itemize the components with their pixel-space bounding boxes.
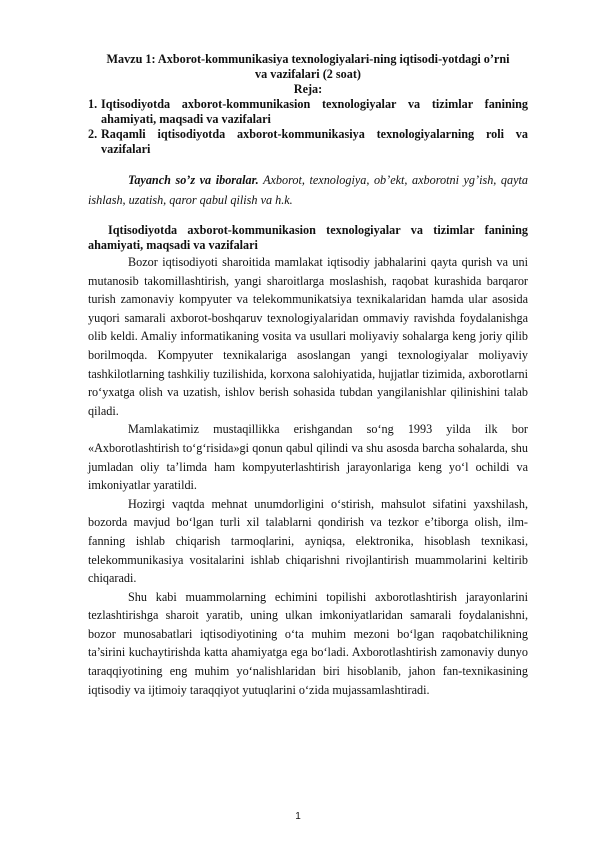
plan-item	[88, 97, 528, 127]
plan-list	[88, 97, 528, 157]
plan-item-text: Raqamli iqtisodiyotda axborot-kommunikasiya texnologiyalarning roli va vazifalari	[101, 127, 528, 156]
plan-item-number: 2.	[88, 127, 98, 141]
page-number: 1	[295, 811, 301, 822]
keywords-text: Axborot, texnologiya, ob’ekt, axborotni yg’ish, qayta ishlash, uzatish, qaror qabul qilish va h.k.	[88, 173, 528, 207]
plan-item-number: 1.	[88, 97, 98, 111]
body-paragraph: Mamlakatimiz mustaqillikka erishgandan so‘ng 1993 yilda ilk bor «Axborotlashtirish to‘g‘risida»gi qonun qabul qilindi va shu asosda barcha sohalarda, shu jumladan oliy ta’limda ham kompyuterlashtirish jarayonlariga keng yo‘l ochildi va imkoniyatlar yaratildi.	[88, 422, 528, 493]
body-paragraph: Bozor iqtisodiyoti sharoitida mamlakat iqtisodiy jabhalarini qayta qurish va uni mutanosib takomillashtirish, yangi sharoitlarga moslashish, raqobat kurashida barqaror turish zamonaviy kompyuter va telekommunikatsiya texnikalaridan hamda ular asosida yuqori samarali axborot-boshqaruv texnologiyalaridan ommaviy ravishda foydalanishga olib keldi. Amaliy informatikaning vosita va usullari moliyaviy sohalarga keng joriy qilib borilmoqda. Kompyuter texnikalariga asoslangan yangi texnologiyalar moliyaviy tashkilotlarning tashkiliy tuzilishida, korxona salohiyatida, hujjatlar tizimida, axborotlarni ro‘yxatga olish va uzatish, ishlov berish sohasida tubdan yangilanishlar qilinishini talab qiladi.	[88, 255, 528, 418]
plan-item	[88, 127, 528, 157]
keywords-paragraph	[88, 171, 528, 210]
body-paragraph: Hozirgi vaqtda mehnat unumdorligini o‘stirish, mahsulot sifatini yaxshilash, bozorda mavjud bo‘lgan turli xil talablarni qondirish va tezkor e’tiborga olish, ilm-fanning ishlab chiqarish tarmoqlarini, ayniqsa, elektronika, hisoblash texnikasi, telekommunikasiya vositalarini ishlab chiqarishni rivojlantirish muammolarini keltirib chiqaradi.	[88, 496, 528, 586]
body-paragraph: Shu kabi muammolarning echimini topilishi axborotlashtirish jarayonlarini tezlashtirishga sharoit yaratib, uning ulkan imkoniyatlaridan samarali foydalanishni, bozor munosabatlari iqtisodiyotining o‘ta muhim mezoni bo‘lgan raqobatchilikning ta’sirini kuchaytirishda katta ahamiyatga ega bo‘ladi. Axborotlashtirish zamonaviy dunyo taraqqiyotining eng muhim yo‘nalishlaridan biri hisoblanib, jahon fan-texnikasining iqtisodiy va ijtimoiy taraqqiyot yutuqlarini o‘zida mujassamlashtiradi.	[88, 589, 528, 697]
plan-item-text: Iqtisodiyotda axborot-kommunikasion texnologiyalar va tizimlar fanining ahamiyati, maqsadi va vazifalari	[101, 97, 528, 126]
section-heading: Iqtisodiyotda axborot-kommunikasion texnologiyalar va tizimlar fanining ahamiyati, maqsadi va vazifalari	[88, 223, 528, 252]
title-line-1: Mavzu 1: Axborot-kommunikasiya texnologiyalari-ning iqtisodi-yotdagi o’rni	[106, 52, 510, 66]
title-line-2: va vazifalari (2 soat)	[255, 67, 361, 81]
keywords-label: Tayanch so’z va iboralar.	[128, 173, 259, 187]
document-page	[88, 52, 528, 699]
page-title	[88, 52, 528, 82]
plan-heading: Reja:	[293, 82, 323, 96]
